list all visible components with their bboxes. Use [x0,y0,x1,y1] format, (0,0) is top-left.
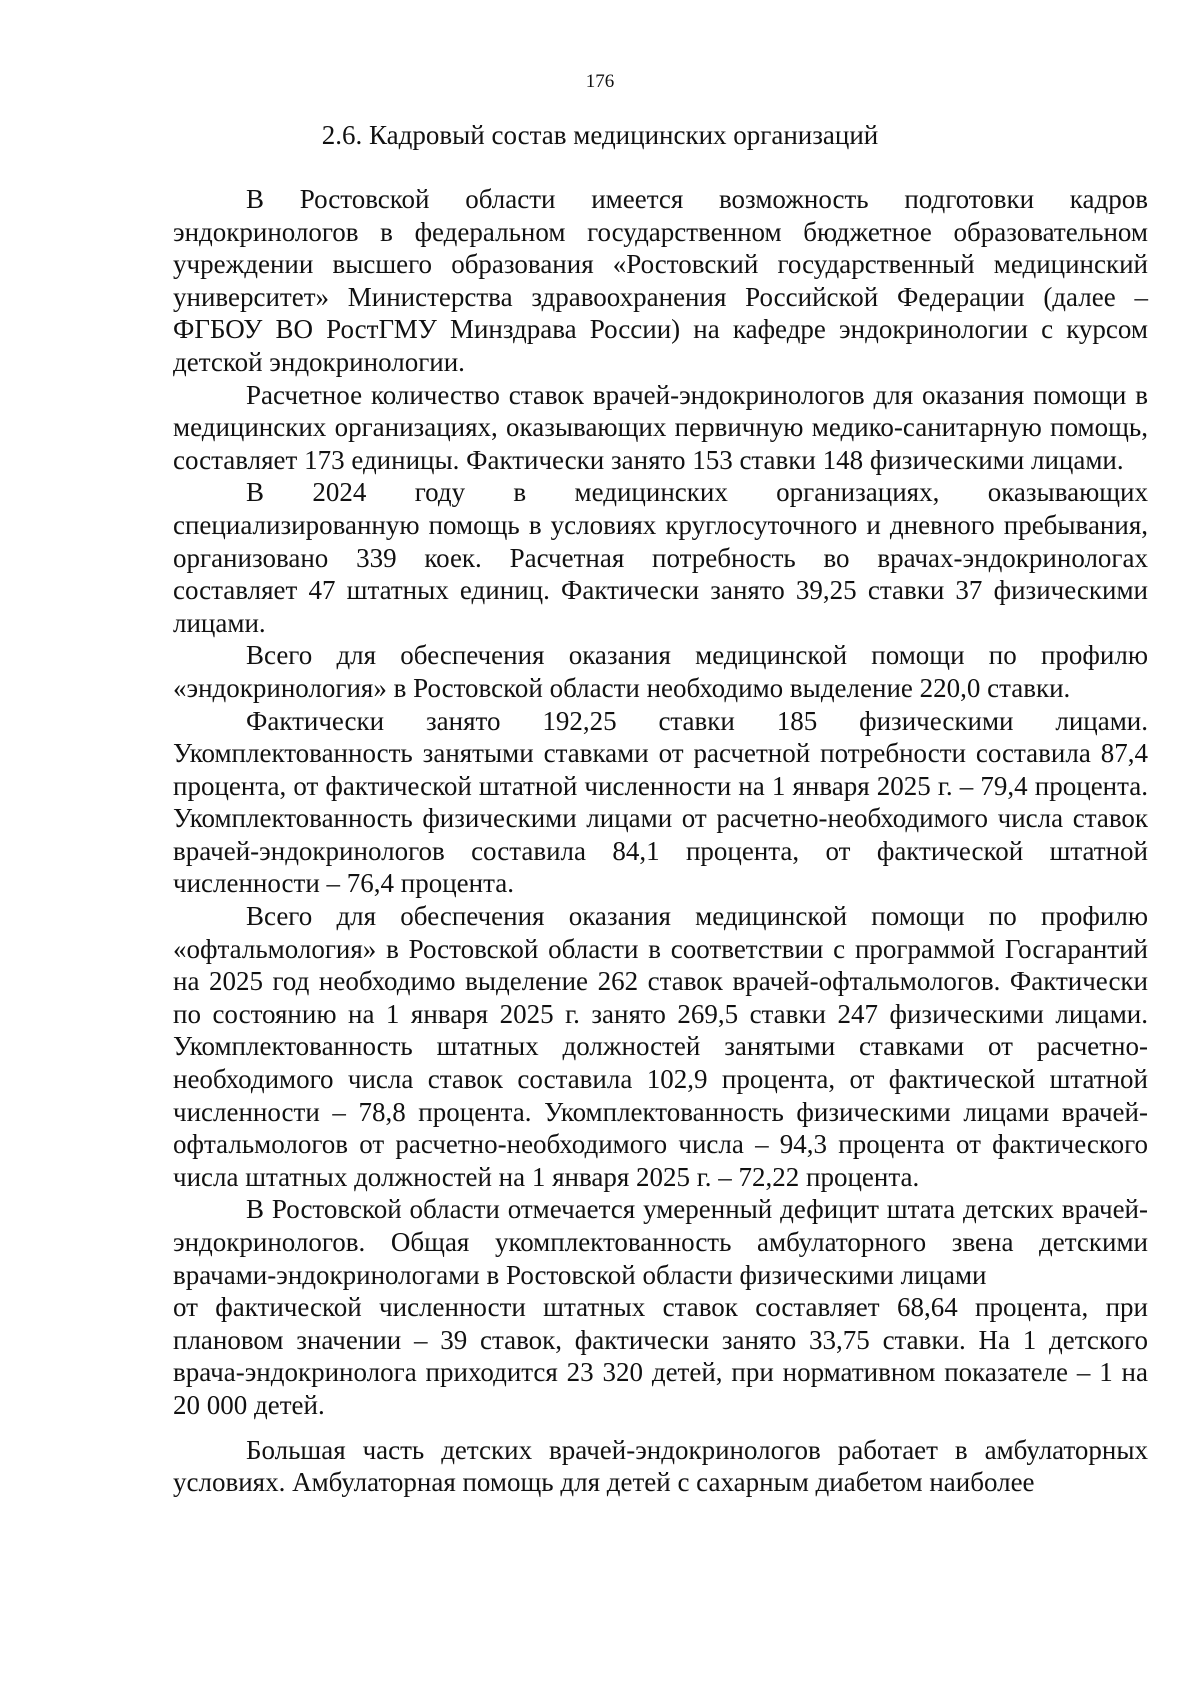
body-text [173,183,1148,1499]
paragraph-specialized-care: В 2024 году в медицинских организациях, оказывающих специализированную помощь в условиях круглосуточного и дневного пребывания, организовано 339 коек. Расчетная потребность во врачах-эндокринологах составляет 47 штатных единиц. Фактически занято 39,25 ставки 37 физическими лицами. [173,477,1148,638]
paragraph-primary-care-rates: Расчетное количество ставок врачей-эндокринологов для оказания помощи в медицинских организациях, оказывающих первичную медико-санитарную помощь, составляет 173 единицы. Фактически занято 153 ставки 148 физическими лицами. [173,379,1148,475]
paragraph-pediatric-deficit: В Ростовской области отмечается умеренный дефицит штата детских врачей-эндокринологов. Общая укомплектованность амбулаторного звена детскими врачами-эндокринологами в Ростовской области физическими лицами [173,1194,1148,1290]
paragraph-training: В Ростовской области имеется возможность подготовки кадров эндокринологов в федеральном государственном бюджетное образовательном учреждении высшего образования «Ростовский государственный медицинский университет» Министерства здравоохранения Российской Федерации (далее – ФГБОУ ВО РостГМУ Минздрава России) на кафедре эндокринологии с курсом детской эндокринологии. [173,184,1148,377]
paragraph-ophthalmology: Всего для обеспечения оказания медицинской помощи по профилю «офтальмология» в Ростовской области в соответствии с программой Госгарантий на 2025 год необходимо выделение 262 ставок врачей-офтальмологов. Фактически по состоянию на 1 января 2025 г. занято 269,5 ставки 247 физическими лицами. Укомплектованность штатных должностей занятыми ставками от расчетно-необходимого числа ставок составила 102,9 процента, от фактической штатной численности – 78,8 процента. Укомплектованность физическими лицами врачей-офтальмологов от расчетно-необходимого числа – 94,3 процента от фактического числа штатных должностей на 1 января 2025 г. – 72,22 процента. [173,901,1148,1192]
paragraph-pediatric-staffing: от фактической численности штатных ставок составляет 68,64 процента, при плановом значении – 39 ставок, фактически занято 33,75 ставки. На 1 детского врача-эндокринолога приходится 23 320 детей, при нормативном показателе – 1 на 20 000 детей. [173,1292,1148,1420]
section-title: 2.6. Кадровый состав медицинских организаций [321,120,879,150]
paragraph-outpatient: Большая часть детских врачей-эндокринологов работает в амбулаторных условиях. Амбулаторная помощь для детей с сахарным диабетом наиболее [173,1434,1148,1498]
paragraph-endocrinology-staffing: Фактически занято 192,25 ставки 185 физическими лицами. Укомплектованность занятыми ставками от расчетной потребности составила 87,4 процента, от фактической штатной численности на 1 января 2025 г. – 79,4 процента. Укомплектованность физическими лицами от расчетно-необходимого числа ставок врачей-эндокринологов составила 84,1 процента, от фактической штатной численности – 76,4 процента. [173,705,1148,899]
page-number: 176 [585,71,615,92]
paragraph-endocrinology-total: Всего для обеспечения оказания медицинской помощи по профилю «эндокринология» в Ростовской области необходимо выделение 220,0 ставки. [173,640,1148,703]
